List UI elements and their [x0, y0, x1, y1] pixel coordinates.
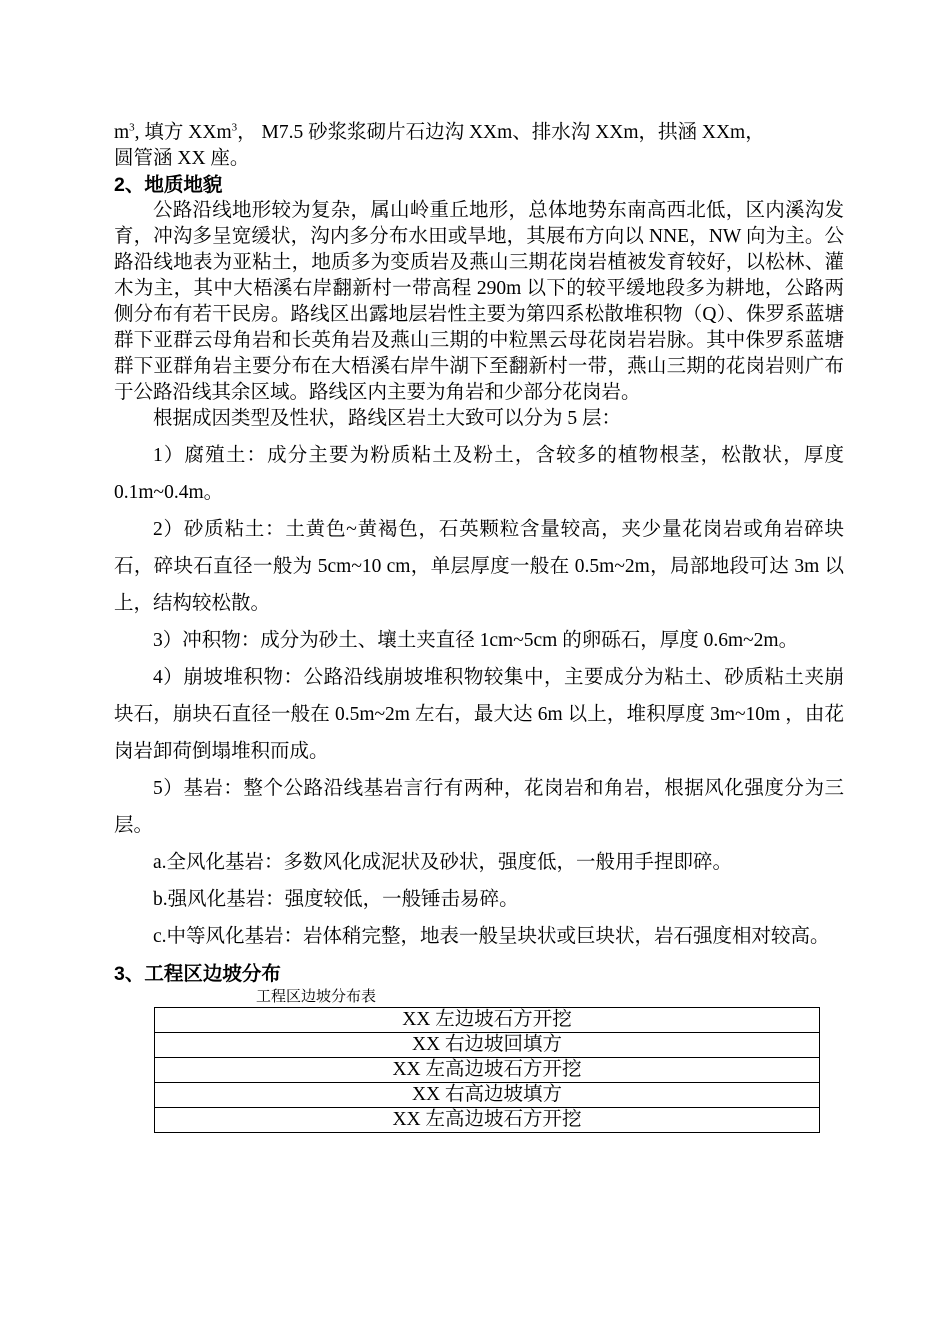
table-caption: 工程区边坡分布表: [256, 989, 377, 1005]
layer-item: 5）基岩：整个公路沿线基岩言行有两种，花岗岩和角岩，根据风化强度分为三层。: [114, 778, 844, 836]
section-3-heading: 3、工程区边坡分布: [114, 963, 281, 985]
layer-item: 2）砂质粘土：土黄色~黄褐色，石英颗粒含量较高，夹少量花岗岩或角岩碎块石，碎块石直径一般为 5cm~10 cm，单层厚度一般在 0.5m~2m，局部地段可达 3m 以上，结构较松散。: [114, 519, 844, 614]
table-cell: XX 左高边坡石方开挖: [155, 1058, 820, 1083]
slope-distribution-table: [154, 1007, 820, 1133]
geology-paragraph: 公路沿线地形较为复杂，属山岭重丘地形，总体地势东南高西北低，区内溪沟发育，冲沟多呈宽缓状，沟内多分布水田或旱地，其展布方向以 NNE，NW 向为主。公路沿线地表为亚粘土，地质多为变质岩及燕山三期花岗岩植被发育较好，以松林、灌木为主，其中大梧溪右岸翻新村一带高程 290m 以下的较平缓地段多为耕地，公路两侧分布有若干民房。路线区出露地层岩性主要为第四系松散堆积物（Q）、侏罗系蓝塘群下亚群云母角岩和长英角岩及燕山三期的中粒黑云母花岗岩岩脉。其中侏罗系蓝塘群下亚群角岩主要分布在大梧溪右岸牛湖下至翻新村一带，燕山三期的花岗岩则广布于公路沿线其余区域。路线区内主要为角岩和少部分花岗岩。: [114, 200, 844, 403]
weathering-item: b.强风化基岩：强度较低，一般锤击易碎。: [153, 889, 519, 910]
intro-line-1: $m^3$, 填方 XXm$^3$， M7.5 砂浆浆砌片石边沟 XXm、排水沟 XXm，拱涵 XXm，: [114, 121, 765, 143]
layer-intro-paragraph: 根据成因类型及性状，路线区岩土大致可以分为 5 层：: [153, 408, 622, 429]
layer-item: 1）腐殖土：成分主要为粉质粘土及粉土，含较多的植物根茎，松散状，厚度 0.1m~0.4m。: [114, 445, 844, 503]
weathering-item: c.中等风化基岩：岩体稍完整，地表一般呈块状或巨块状，岩石强度相对较高。: [153, 926, 830, 947]
intro-line-2: 圆管涵 XX 座。: [114, 148, 250, 169]
table-row: [155, 1008, 820, 1033]
document-page: [114, 120, 844, 1133]
table-row: [155, 1108, 820, 1133]
table-row: [155, 1058, 820, 1083]
table-row: [155, 1033, 820, 1058]
table-cell: XX 右边坡回填方: [155, 1033, 820, 1058]
table-cell: XX 右高边坡填方: [155, 1083, 820, 1108]
layer-item: 3）冲积物：成分为砂土、壤土夹直径 1cm~5cm 的卵砾石，厚度 0.6m~2m。: [153, 630, 799, 651]
table-cell: XX 左边坡石方开挖: [155, 1008, 820, 1033]
section-2-heading: 2、地质地貌: [114, 174, 223, 196]
layer-item: 4）崩坡堆积物：公路沿线崩坡堆积物较集中，主要成分为粘土、砂质粘土夹崩块石，崩块石直径一般在 0.5m~2m 左右，最大达 6m 以上，堆积厚度 3m~10m ，由花岗岩卸荷倒塌堆积而成。: [114, 667, 844, 762]
weathering-item: a.全风化基岩：多数风化成泥状及砂状，强度低，一般用手捏即碎。: [153, 852, 733, 873]
table-cell: XX 左高边坡石方开挖: [155, 1108, 820, 1133]
table-row: [155, 1083, 820, 1108]
